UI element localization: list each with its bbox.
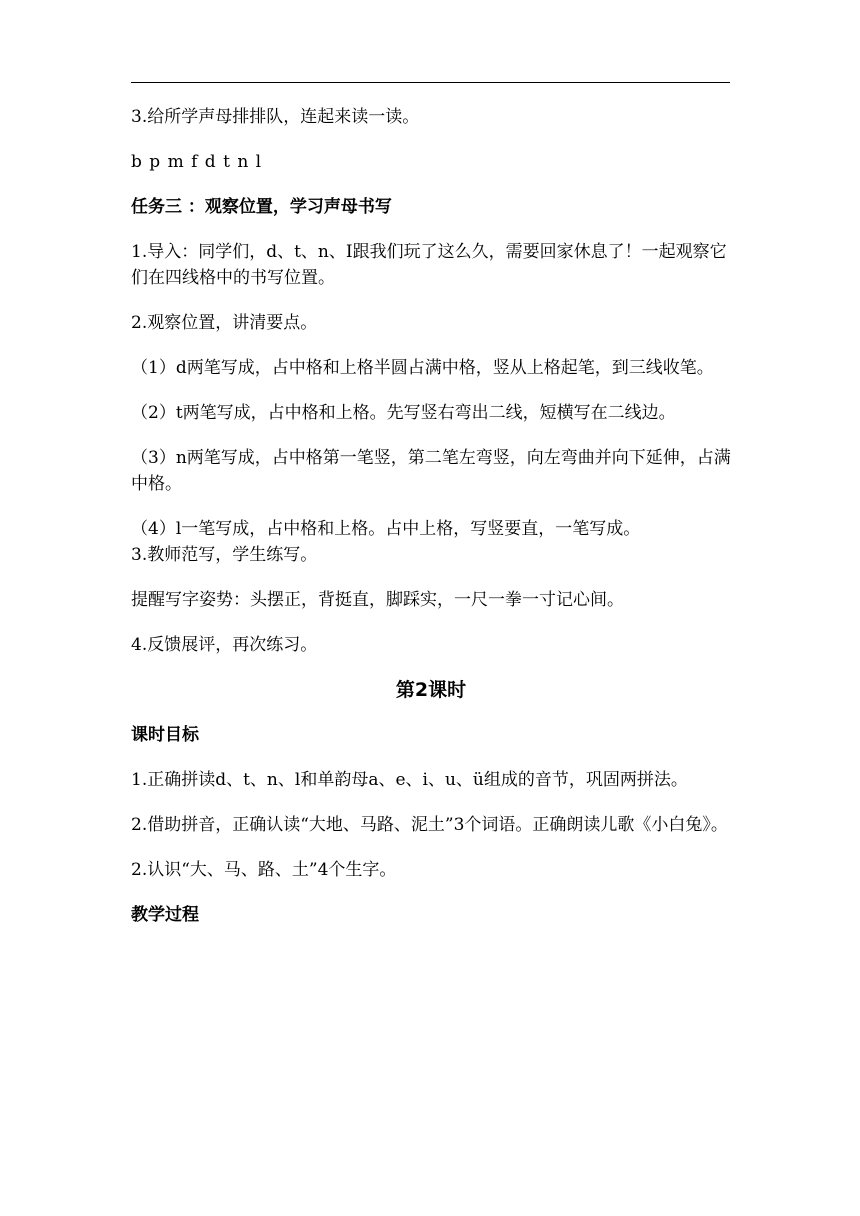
paragraph-d-writing: （1）d两笔写成，占中格和上格半圆占满中格，竖从上格起笔，到三线收笔。 bbox=[131, 358, 714, 378]
heading-teaching-process: 教学过程 bbox=[131, 905, 199, 925]
heading-task-three: 任务三 ：观察位置，学习声母书写 bbox=[131, 197, 392, 217]
paragraph-observe: 2.观察位置，讲清要点。 bbox=[131, 313, 318, 333]
heading-lesson-goals: 课时目标 bbox=[131, 725, 199, 745]
paragraph-order-initials: 3.给所学声母排排队，连起来读一读。 bbox=[131, 107, 420, 127]
paragraph-teacher-demo: 3.教师范写，学生练写。 bbox=[131, 545, 318, 565]
paragraph-intro: 1.导入：同学们，d、t、n、I跟我们玩了这么久，需要回家休息了！一起观察它们在四线格中的书写位置。 bbox=[131, 242, 727, 288]
paragraph-goal-three: 2.认识“大、马、路、土”4个生字。 bbox=[131, 860, 397, 880]
paragraph-n-writing: （3）n两笔写成，占中格第一笔竖，第二笔左弯竖，向左弯曲并向下延伸，占满中格。 bbox=[131, 448, 731, 494]
paragraph-goal-one: 1.正确拼读d、t、n、l和单韵母a、e、i、u、ü组成的音节，巩固两拼法。 bbox=[131, 770, 688, 790]
paragraph-feedback: 4.反馈展评，再次练习。 bbox=[131, 635, 318, 655]
paragraph-l-writing: （4）l一笔写成，占中格和上格。占中上格，写竖要直，一笔写成。 bbox=[131, 519, 641, 539]
document-body bbox=[131, 104, 731, 947]
heading-lesson-two: 第2课时 bbox=[395, 679, 467, 701]
paragraph-goal-two: 2.借助拼音，正确认读“大地、马路、泥土”3个词语。正确朗读儿歌《小白兔》。 bbox=[131, 815, 728, 835]
paragraph-initials-list: b p m f d t n l bbox=[131, 152, 263, 172]
header-rule bbox=[131, 82, 730, 83]
paragraph-posture: 提醒写字姿势：头摆正，背挺直，脚踩实，一尺一拳一寸记心间。 bbox=[131, 590, 624, 610]
paragraph-t-writing: （2）t两笔写成，占中格和上格。先写竖右弯出二线，短横写在二线边。 bbox=[131, 403, 676, 423]
